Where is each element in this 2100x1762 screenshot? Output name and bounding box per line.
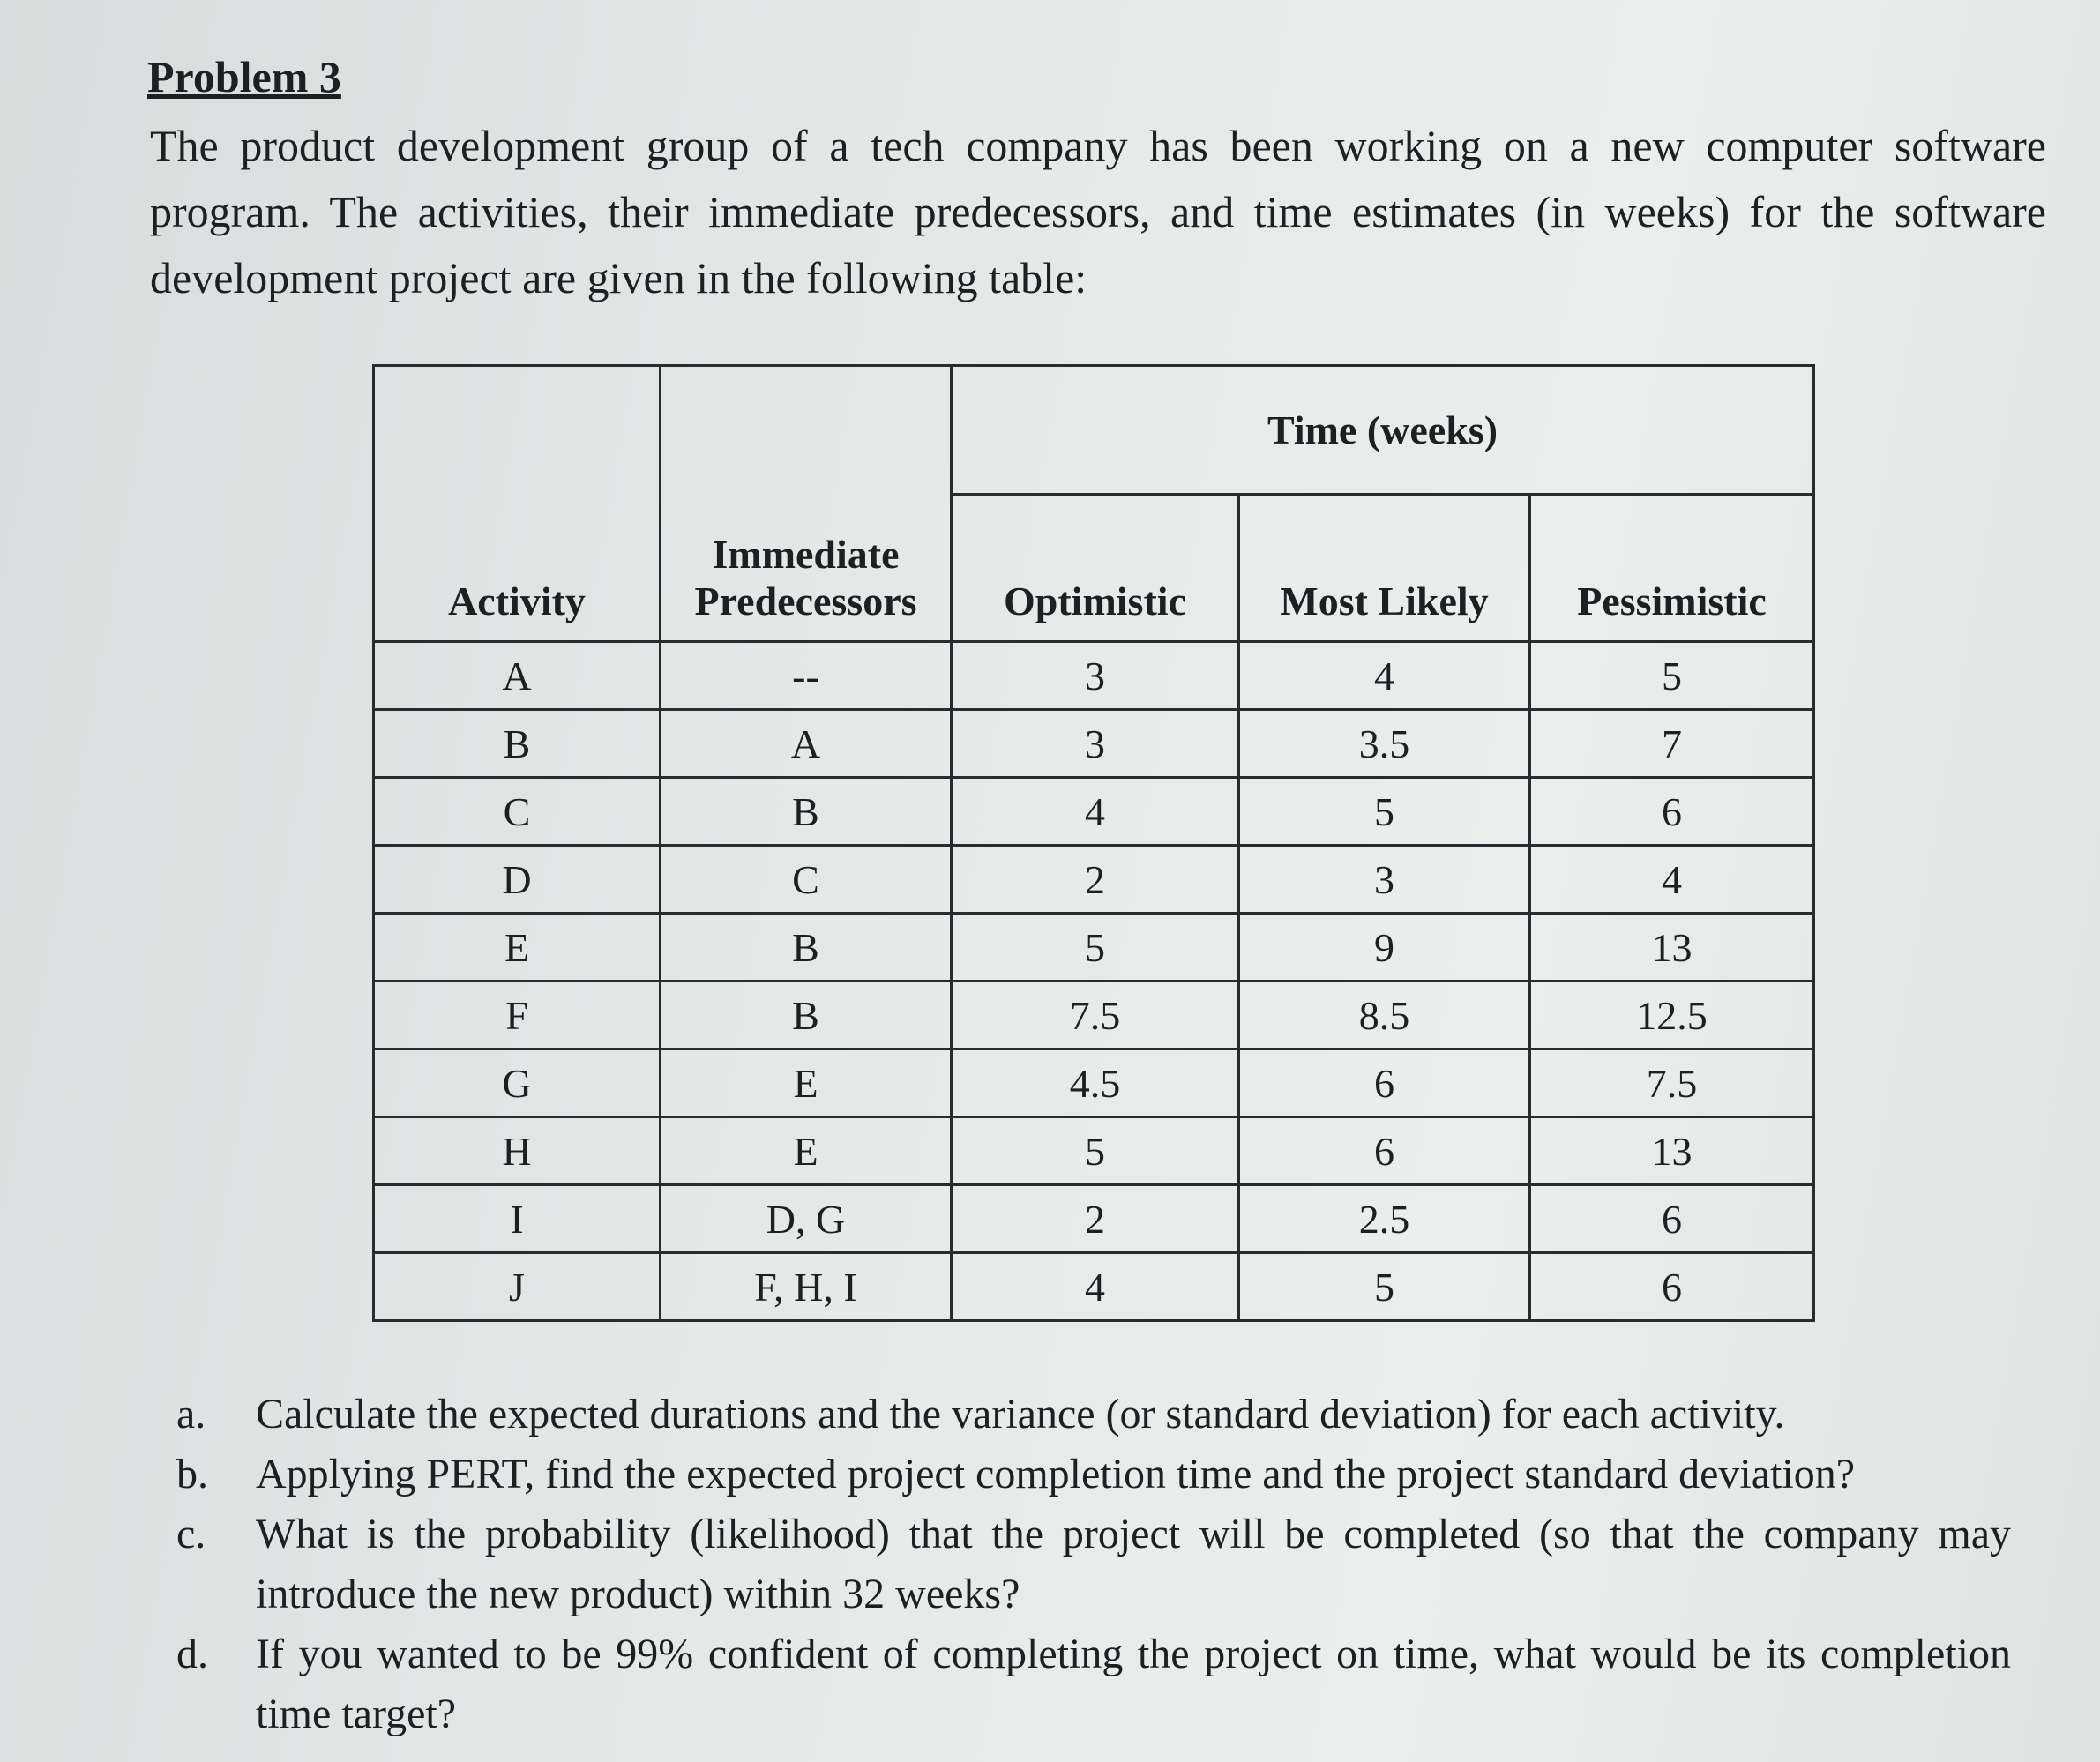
question-label: b.: [176, 1451, 208, 1497]
cell-predecessors: F, H, I: [661, 1253, 952, 1321]
cell-activity: G: [374, 1049, 661, 1117]
cell-most-likely: 2.5: [1239, 1185, 1530, 1253]
question-list: [176, 1385, 2011, 1744]
problem-title: Problem 3: [147, 52, 341, 101]
cell-pessimistic: 4: [1530, 846, 1814, 914]
table-row: [374, 1253, 1814, 1321]
problem-intro: The product development group of a tech company has been working on a new computer software program. The activities, their immediate predecessors, and time estimates (in weeks) for the software development project are given in the following table:: [150, 121, 2046, 302]
question-item: [176, 1624, 2011, 1744]
cell-pessimistic: 6: [1530, 1253, 1814, 1321]
activity-table: [372, 364, 1815, 1322]
cell-most-likely: 4: [1239, 642, 1530, 710]
cell-activity: H: [374, 1117, 661, 1185]
table-row: [374, 710, 1814, 778]
question-item: [176, 1504, 2011, 1624]
cell-optimistic: 7.5: [952, 982, 1239, 1049]
cell-predecessors: E: [661, 1049, 952, 1117]
cell-pessimistic: 6: [1530, 778, 1814, 846]
table-row: [374, 846, 1814, 914]
cell-optimistic: 4: [952, 1253, 1239, 1321]
cell-activity: D: [374, 846, 661, 914]
cell-optimistic: 4.5: [952, 1049, 1239, 1117]
header-pessimistic: Pessimistic: [1530, 495, 1814, 642]
table-row: [374, 914, 1814, 982]
table-row: [374, 1117, 1814, 1185]
cell-pessimistic: 6: [1530, 1185, 1814, 1253]
cell-most-likely: 3.5: [1239, 710, 1530, 778]
cell-predecessors: E: [661, 1117, 952, 1185]
cell-pessimistic: 13: [1530, 914, 1814, 982]
header-predecessors: Immediate Predecessors: [661, 366, 952, 642]
table-row: [374, 1049, 1814, 1117]
cell-pessimistic: 7.5: [1530, 1049, 1814, 1117]
question-label: c.: [176, 1511, 206, 1557]
cell-pessimistic: 13: [1530, 1117, 1814, 1185]
cell-most-likely: 5: [1239, 778, 1530, 846]
cell-optimistic: 4: [952, 778, 1239, 846]
question-label: d.: [176, 1631, 208, 1677]
cell-activity: F: [374, 982, 661, 1049]
header-activity: Activity: [374, 366, 661, 642]
question-item: [176, 1445, 2011, 1504]
cell-predecessors: B: [661, 778, 952, 846]
table-row: [374, 642, 1814, 710]
cell-predecessors: B: [661, 914, 952, 982]
cell-optimistic: 3: [952, 642, 1239, 710]
cell-predecessors: B: [661, 982, 952, 1049]
cell-most-likely: 8.5: [1239, 982, 1530, 1049]
cell-predecessors: A: [661, 710, 952, 778]
question-text: Calculate the expected durations and the variance (or standard deviation) for each activity.: [256, 1391, 1785, 1437]
cell-most-likely: 6: [1239, 1049, 1530, 1117]
cell-optimistic: 2: [952, 1185, 1239, 1253]
cell-optimistic: 3: [952, 710, 1239, 778]
table-row: [374, 1185, 1814, 1253]
cell-most-likely: 6: [1239, 1117, 1530, 1185]
cell-activity: C: [374, 778, 661, 846]
cell-activity: J: [374, 1253, 661, 1321]
cell-most-likely: 9: [1239, 914, 1530, 982]
cell-predecessors: --: [661, 642, 952, 710]
cell-activity: E: [374, 914, 661, 982]
cell-most-likely: 3: [1239, 846, 1530, 914]
cell-activity: A: [374, 642, 661, 710]
cell-most-likely: 5: [1239, 1253, 1530, 1321]
table-row: [374, 778, 1814, 846]
header-time-group: Time (weeks): [952, 366, 1814, 495]
cell-predecessors: C: [661, 846, 952, 914]
cell-activity: B: [374, 710, 661, 778]
cell-pessimistic: 12.5: [1530, 982, 1814, 1049]
question-item: [176, 1385, 2011, 1445]
cell-predecessors: D, G: [661, 1185, 952, 1253]
table-row: [374, 982, 1814, 1049]
cell-optimistic: 5: [952, 914, 1239, 982]
cell-optimistic: 2: [952, 846, 1239, 914]
question-label: a.: [176, 1391, 206, 1437]
question-text: What is the probability (likelihood) that the project will be completed (so that the company may introduce the new product) within 32 weeks?: [256, 1511, 2011, 1617]
cell-pessimistic: 5: [1530, 642, 1814, 710]
question-text: If you wanted to be 99% confident of completing the project on time, what would be its completion time target?: [256, 1631, 2011, 1737]
header-optimistic: Optimistic: [952, 495, 1239, 642]
cell-optimistic: 5: [952, 1117, 1239, 1185]
cell-pessimistic: 7: [1530, 710, 1814, 778]
cell-activity: I: [374, 1185, 661, 1253]
header-most-likely: Most Likely: [1239, 495, 1530, 642]
question-text: Applying PERT, find the expected project completion time and the project standard deviation?: [256, 1451, 1856, 1497]
